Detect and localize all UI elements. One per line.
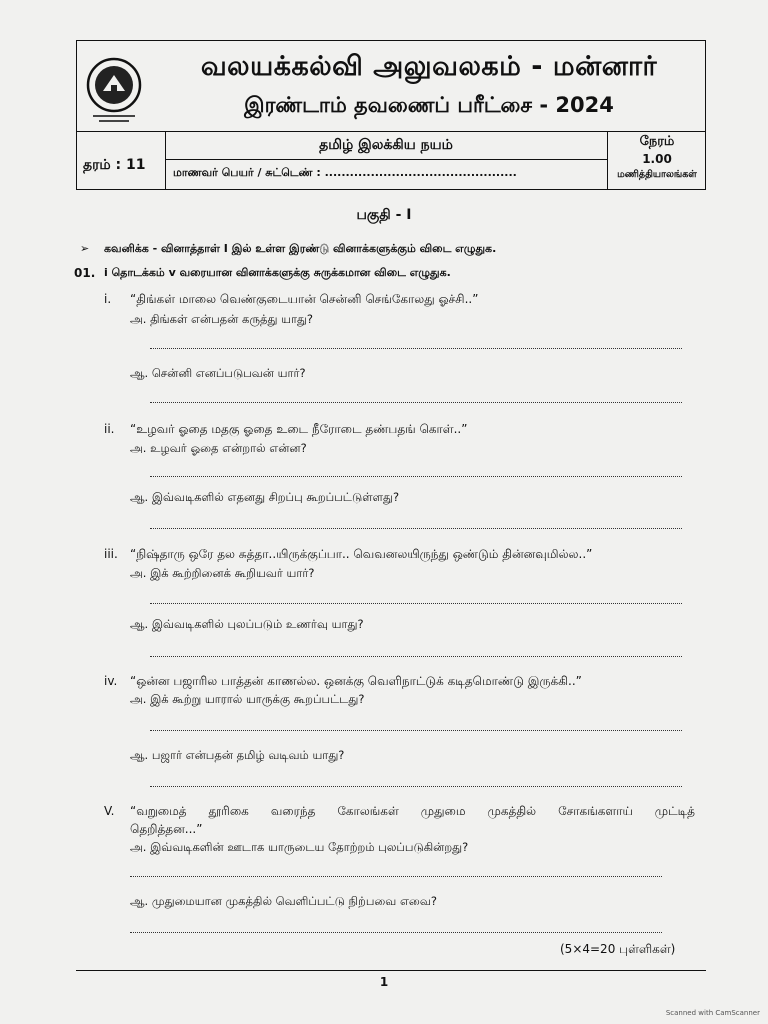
question-i-number: i. <box>104 292 112 306</box>
time-unit: மணித்தியாலங்கள் <box>617 169 697 180</box>
answer-line[interactable] <box>150 656 682 657</box>
question-iii-part-a: அ. இக் கூற்றினைக் கூறியவர் யார்? <box>130 566 315 580</box>
instruction-note: கவனிக்க - வினாத்தாள் I இல் உள்ள இரண்டு வினாக்களுக்கும் விடை எழுதுக. <box>104 242 497 255</box>
question-ii-part-a: அ. உழவர் ஓதை என்றால் என்ன? <box>130 441 307 455</box>
section-title: பகுதி - I <box>356 207 412 223</box>
subject-divider <box>165 159 607 160</box>
question-v-number: V. <box>104 804 115 818</box>
question-v-quote: “வறுமைத் தூரிகை வரைந்த கோலங்கள் முதுமை முகத்தில் சோகங்களாய் முட்டித் <box>130 804 695 818</box>
exam-title: இரண்டாம் தவணைப் பரீட்சை - 2024 <box>244 93 614 117</box>
answer-line[interactable] <box>150 348 682 349</box>
answer-line[interactable] <box>150 476 682 477</box>
time-label: நேரம் <box>639 134 675 149</box>
marks-allocation: (5×4=20 புள்ளிகள்) <box>560 942 676 956</box>
question-iii-number: iii. <box>104 547 118 561</box>
question-i-quote: “திங்கள் மாலை வெண்குடையான் சென்னி செங்கோலது ஓச்சி..” <box>130 292 479 306</box>
question-iv-quote: “ஒன்ன பஜாரில பாத்தன் காணல்ல. ஒனக்கு வெளிநாட்டுக் கடிதமொண்டு இருக்கி..” <box>130 674 582 688</box>
scanner-watermark: Scanned with CamScanner <box>665 1009 760 1017</box>
answer-line[interactable] <box>130 876 662 877</box>
header-box <box>76 40 706 190</box>
time-column-divider <box>607 131 608 189</box>
header-divider <box>77 131 705 132</box>
question-v-part-a: அ. இவ்வடிகளின் ஊடாக யாருடைய தோற்றம் புலப்படுகின்றது? <box>130 840 469 854</box>
question-i-part-b: ஆ. சென்னி எனப்படுபவன் யார்? <box>130 366 306 380</box>
question-ii-number: ii. <box>104 422 115 436</box>
grade-label: தரம் : 11 <box>83 157 146 173</box>
question-ii-quote: “உழவர் ஓதை மதகு ஓதை உடை நீரோடை தண்பதங் கொள்..” <box>130 422 468 436</box>
answer-line[interactable] <box>150 603 682 604</box>
instruction-main: i தொடக்கம் v வரையான வினாக்களுக்கு சுருக்கமான விடை எழுதுக. <box>104 266 451 279</box>
question-iv-part-b: ஆ. பஜார் என்பதன் தமிழ் வடிவம் யாது? <box>130 748 345 762</box>
answer-line[interactable] <box>150 528 682 529</box>
question-iii-quote: “நிஷ்தாரு ஒரே தல சுத்தா..யிருக்குப்பா.. வெவனலயிருந்து ஒண்டும் தின்னவுமில்ல..” <box>130 547 593 561</box>
question-number: 01. <box>74 266 96 280</box>
answer-line[interactable] <box>150 730 682 731</box>
question-iv-number: iv. <box>104 674 118 688</box>
school-seal-logo <box>85 55 143 125</box>
subject-title: தமிழ் இலக்கிய நயம் <box>319 137 453 153</box>
answer-line[interactable] <box>150 402 682 403</box>
office-title: வலயக்கல்வி அலுவலகம் - மன்னார் <box>200 51 658 82</box>
question-ii-part-b: ஆ. இவ்வடிகளில் எதனது சிறப்பு கூறப்பட்டுள்ளது? <box>130 490 400 504</box>
question-iii-part-b: ஆ. இவ்வடிகளில் புலப்படும் உணர்வு யாது? <box>130 617 364 631</box>
student-name-field[interactable]: மாணவர் பெயர் / சுட்டெண் : .............................................. <box>173 166 517 179</box>
time-value: 1.00 <box>642 152 672 166</box>
bullet-icon: ➢ <box>80 242 90 255</box>
answer-line[interactable] <box>130 932 662 933</box>
question-i-part-a: அ. திங்கள் என்பதன் கருத்து யாது? <box>130 312 314 326</box>
question-iv-part-a: அ. இக் கூற்று யாரால் யாருக்கு கூறப்பட்டது? <box>130 692 365 706</box>
page-number: 1 <box>379 975 389 989</box>
question-v-quote-continued: தெறித்தன...” <box>130 822 203 836</box>
answer-line[interactable] <box>150 786 682 787</box>
question-v-part-b: ஆ. முதுமையான முகத்தில் வெளிப்பட்டு நிற்பவை எவை? <box>130 894 437 908</box>
footer-rule <box>76 970 706 971</box>
